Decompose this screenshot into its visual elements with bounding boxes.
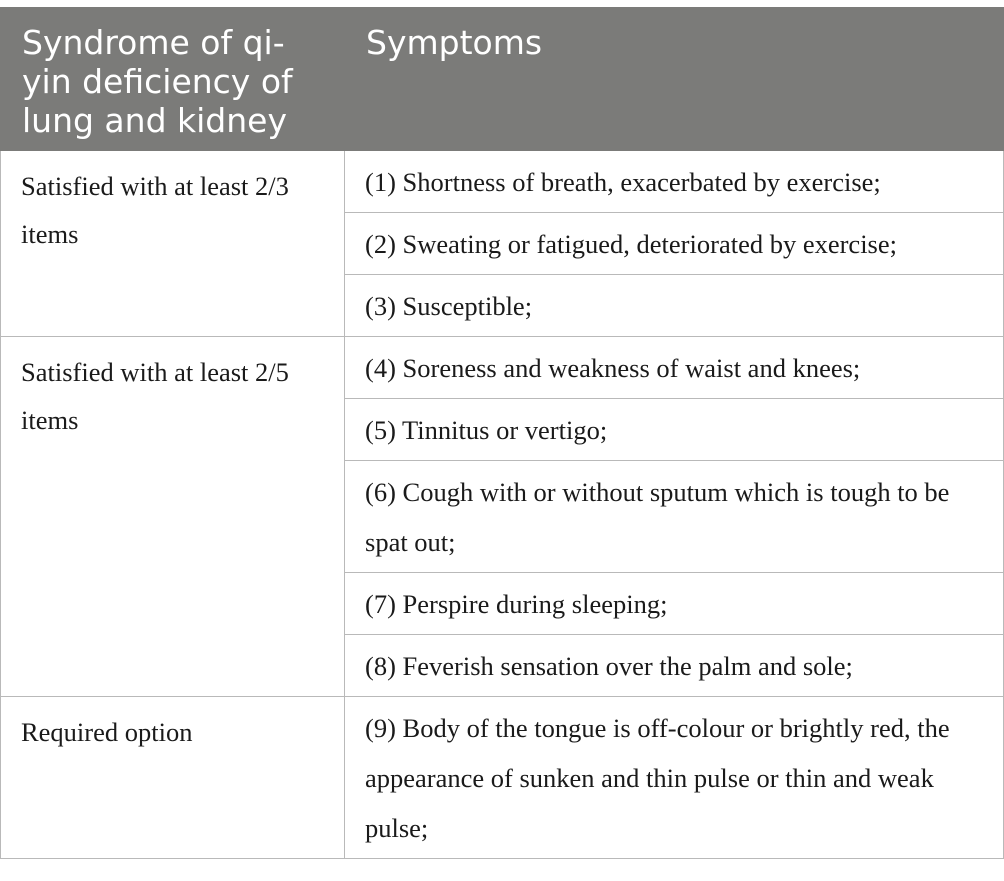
table-row	[1, 697, 1004, 859]
syndrome-symptoms-table	[0, 7, 1004, 859]
symptom-cell: (5) Tinnitus or vertigo;	[345, 399, 1004, 461]
table-row	[1, 337, 1004, 399]
symptom-cell: (6) Cough with or without sputum which is tough to be spat out;	[345, 461, 1004, 573]
table-header	[1, 8, 1004, 151]
criterion-cell: Satisfied with at least 2/5 items	[1, 337, 345, 697]
header-syndrome: Syndrome of qi-yin deficiency of lung and kidney	[1, 8, 345, 151]
symptom-cell: (4) Soreness and weakness of waist and knees;	[345, 337, 1004, 399]
symptom-cell: (2) Sweating or fatigued, deteriorated by exercise;	[345, 213, 1004, 275]
symptom-cell: (8) Feverish sensation over the palm and sole;	[345, 635, 1004, 697]
symptom-cell: (1) Shortness of breath, exacerbated by exercise;	[345, 151, 1004, 213]
header-symptoms: Symptoms	[345, 8, 1004, 151]
symptom-cell: (7) Perspire during sleeping;	[345, 573, 1004, 635]
header-row	[1, 8, 1004, 151]
criterion-cell: Required option	[1, 697, 345, 859]
symptom-cell: (3) Susceptible;	[345, 275, 1004, 337]
symptom-cell: (9) Body of the tongue is off-colour or brightly red, the appearance of sunken and thin pulse or thin and weak pulse;	[345, 697, 1004, 859]
table-body	[1, 151, 1004, 859]
criterion-cell: Satisfied with at least 2/3 items	[1, 151, 345, 337]
table-row	[1, 151, 1004, 213]
